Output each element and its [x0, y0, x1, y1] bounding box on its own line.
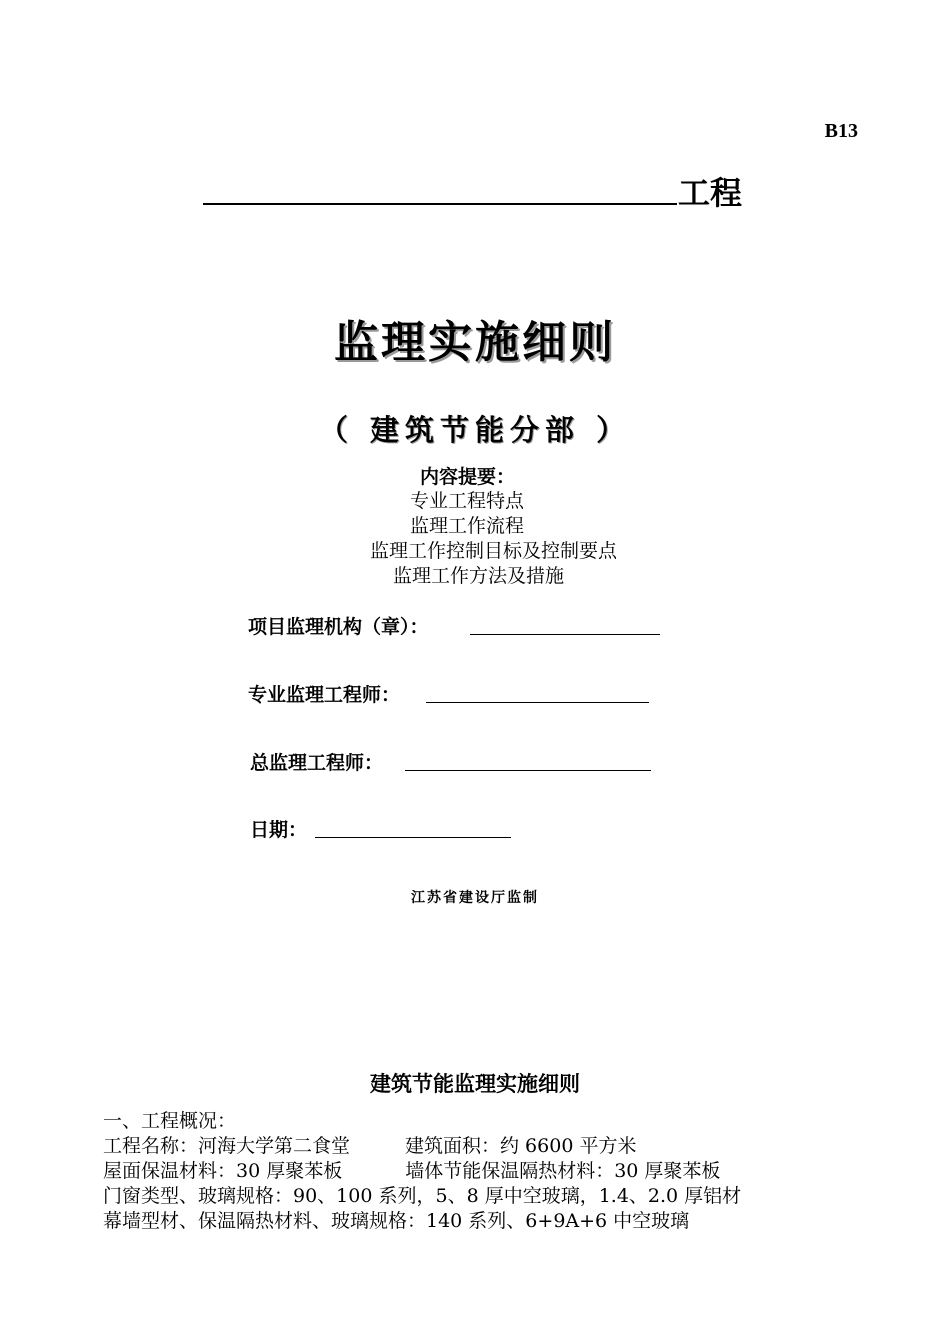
wall-insulation: 墙体节能保温隔热材料：30 厚聚苯板 — [405, 1160, 721, 1182]
project-info-line — [103, 1131, 636, 1158]
contents-heading: 内容提要： — [420, 466, 516, 488]
window-spec: 门窗类型、玻璃规格：90、100 系列，5、8 厚中空玻璃，1.4、2.0 厚铝材 — [103, 1185, 742, 1207]
contents-item: 监理工作控制目标及控制要点 — [370, 540, 618, 562]
main-title: 监理实施细则 — [334, 317, 616, 368]
issuer: 江苏省建设厅监制 — [411, 890, 539, 906]
date-label: 日期： — [250, 819, 308, 841]
chief-engineer-blank — [405, 770, 651, 771]
insulation-line — [103, 1156, 720, 1183]
document-code: B13 — [824, 120, 858, 142]
institution-label: 项目监理机构（章）： — [248, 616, 429, 638]
project-name-blank — [203, 203, 677, 205]
contents-item: 专业工程特点 — [410, 490, 525, 512]
curtain-wall-spec: 幕墙型材、保温隔热材料、玻璃规格：140 系列、6+9A+6 中空玻璃 — [103, 1210, 690, 1232]
roof-insulation: 屋面保温材料：30 厚聚苯板 — [103, 1160, 343, 1182]
engineer-blank — [426, 702, 649, 703]
date-blank — [315, 837, 511, 838]
chief-engineer-label: 总监理工程师： — [250, 752, 384, 774]
contents-item: 监理工作方法及措施 — [393, 565, 565, 587]
engineer-label: 专业监理工程师： — [248, 684, 401, 706]
subtitle: （ 建筑节能分部 ） — [318, 413, 632, 447]
building-area: 建筑面积：约 6600 平方米 — [405, 1135, 637, 1157]
project-suffix: 工程 — [678, 174, 743, 212]
contents-item: 监理工作流程 — [410, 515, 525, 537]
project-name: 工程名称：河海大学第二食堂 — [103, 1135, 351, 1157]
section-title: 建筑节能监理实施细则 — [370, 1072, 580, 1096]
institution-blank — [470, 634, 660, 635]
overview-heading: 一、工程概况： — [103, 1110, 237, 1132]
